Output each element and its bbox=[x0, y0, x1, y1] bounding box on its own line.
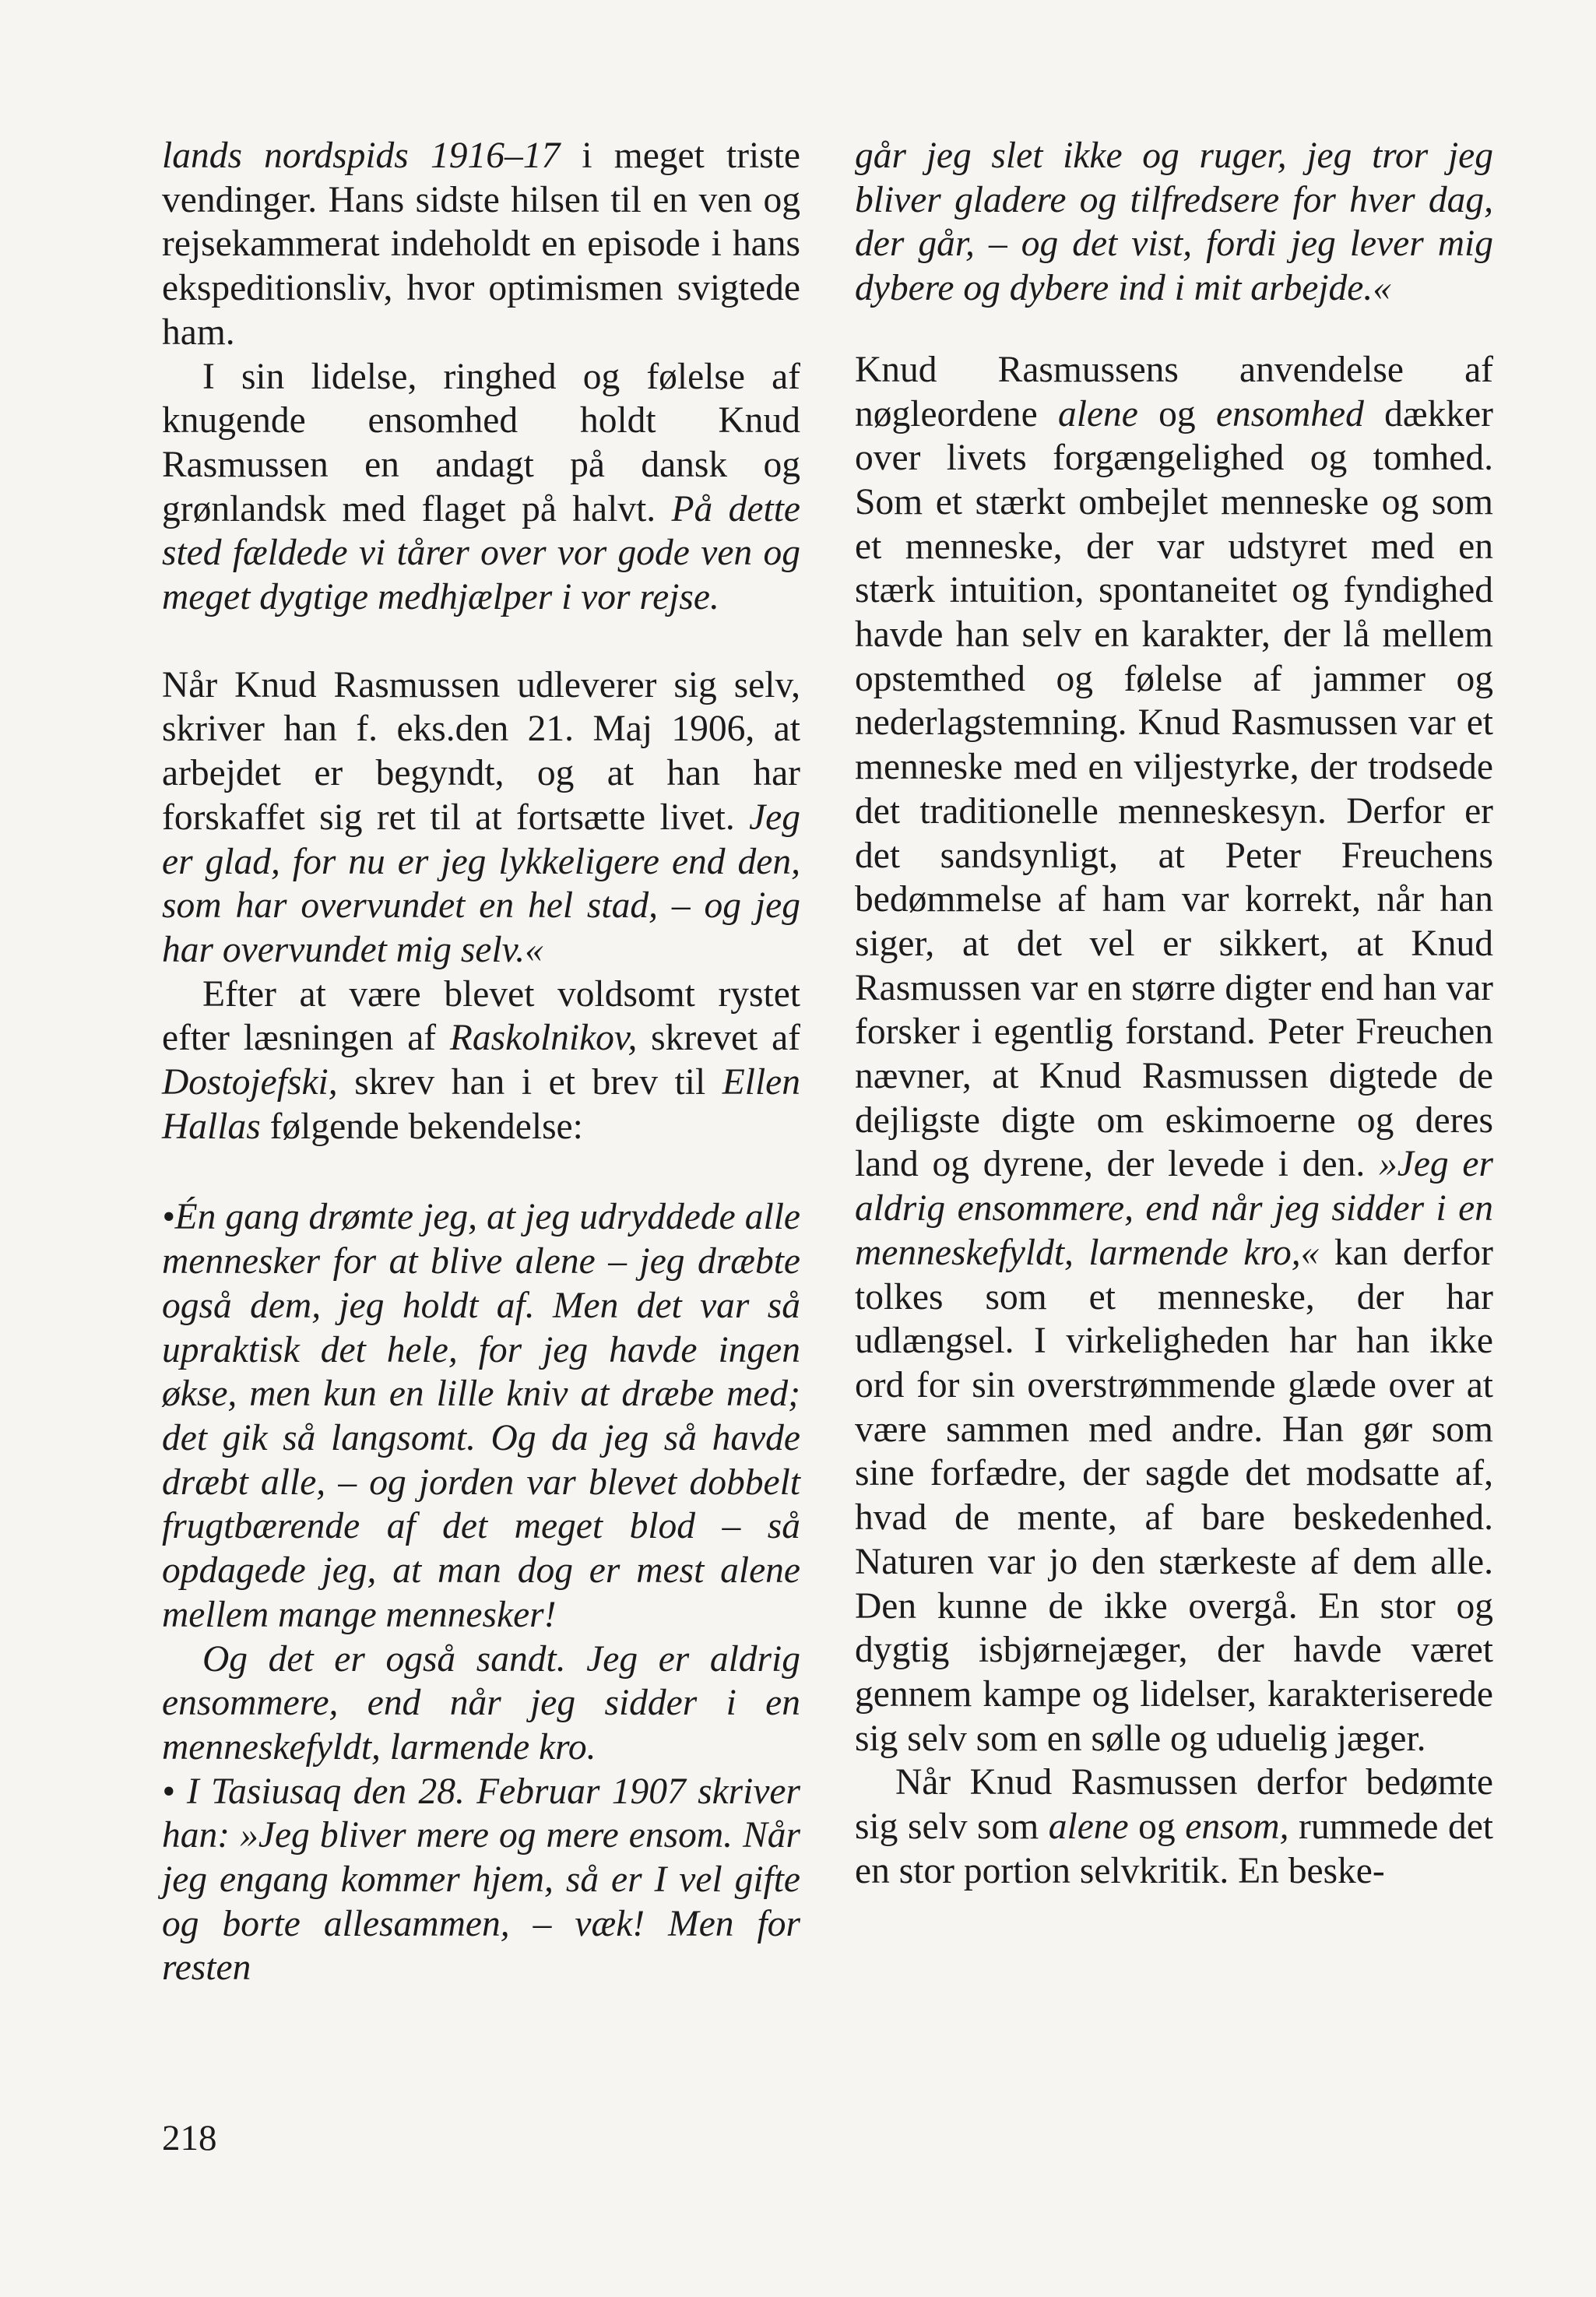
paragraph-text: følgende bekendelse: bbox=[260, 1106, 583, 1147]
paragraph-6 bbox=[855, 1761, 1493, 1893]
paragraph-text: Når Knud Rasmussen udleverer sig selv, skriver han f. eks.den 21. Maj 1906, at arbejdet er begyndt, og at han har forskaffet sig ret til at fortsætte livet. bbox=[162, 664, 800, 838]
paragraph-text: rummede det en stor portion selvkritik. En beske- bbox=[855, 1806, 1493, 1891]
paragraph-text: Knud Rasmussens anvendelse af nøgleordene bbox=[855, 349, 1493, 434]
paragraph-text: Når Knud Rasmussen derfor bedømte sig selv som bbox=[855, 1762, 1493, 1848]
paragraph-text: i meget triste vendinger. Hans sidste hilsen til en ven og rejsekammerat indeholdt en episode i hans ekspeditionsliv, hvor optimismen svigtede ham. bbox=[162, 135, 800, 353]
left-column bbox=[162, 134, 800, 1990]
italic-quote: »Jeg er aldrig ensommere, end når jeg sidder i en menneskefyldt, larmende kro,« bbox=[855, 1144, 1493, 1273]
quote-block-3: • I Tasiusaq den 28. Februar 1907 skriver han: »Jeg bliver mere og mere ensom. Når jeg engang kommer hjem, så er I vel gifte og borte allesammen, – væk! Men for resten bbox=[162, 1771, 800, 1989]
paragraph-2 bbox=[162, 355, 800, 620]
right-column bbox=[855, 134, 1493, 1893]
paragraph-text: og bbox=[1137, 393, 1216, 434]
paragraph-text: skrevet af bbox=[637, 1018, 800, 1059]
quote-block-4: går jeg slet ikke og ruger, jeg tror jeg bliver gladere og tilfredsere for hver dag, der går, – og det vist, fordi jeg lever mig dybere og dybere ind i mit arbejde.« bbox=[855, 135, 1493, 309]
italic-quote: På dette sted fældede vi tårer over vor gode ven og meget dygtige medhjælper i vor rejse. bbox=[162, 488, 800, 618]
paragraph-1 bbox=[162, 134, 800, 355]
recipient-name: Ellen Hallas bbox=[162, 1062, 800, 1147]
paragraph-text: Efter at være blevet voldsomt rystet efter læsningen af bbox=[162, 973, 800, 1059]
book-title: Raskolnikov, bbox=[449, 1018, 638, 1059]
keyword: ensomhed bbox=[1215, 393, 1364, 434]
paragraph-4 bbox=[162, 973, 800, 1149]
italic-phrase: lands nordspids 1916–17 bbox=[162, 135, 561, 176]
paragraph-3 bbox=[162, 663, 800, 973]
quote-block-2: Og det er også sandt. Jeg er aldrig ensommere, end når jeg sidder i en menneskefyldt, larmende kro. bbox=[162, 1638, 800, 1768]
keyword: alene bbox=[1058, 393, 1138, 434]
paragraph-text: dækker over livets forgængelighed og tomhed. Som et stærkt ombejlet menneske og som et menneske, der var udstyret med en stærk intuition, spontaneitet og fyndighed havde han selv en karakter, der lå mellem opstemthed og følelse af jammer og nederlagstemning. Knud Rasmussen var et menneske med en viljestyrke, der trodsede det traditionelle menneskesyn. Derfor er det sandsynligt, at Peter Freuchens bedømmelse af ham var korrekt, når han siger, at det vel er sikkert, at Knud Rasmussen var en større digter end han var forsker i egentlig forstand. Peter Freuchen nævner, at Knud Rasmussen digtede de dejligste digte om eskimoerne og deres land og dyrene, der levede i den. bbox=[855, 393, 1494, 1185]
paragraph-text: skrev han i et brev til bbox=[337, 1062, 722, 1103]
paragraph-text: kan derfor tolkes som et menneske, der har udlængsel. I virkeligheden har han ikke ord for sin overstrømmende glæde over at være sammen med andre. Han gør som sine forfædre, der sagde det modsatte af, hvad de mente, af bare beskedenhed. Naturen var jo den stærkeste af dem alle. Den kunne de ikke overgå. En stor og dygtig isbjørnejæger, der havde været gennem kampe og lidelser, karakteriserede sig selv som en sølle og uduelig jæger. bbox=[855, 1232, 1493, 1759]
italic-quote: Jeg er glad, for nu er jeg lykkeligere end den, som har overvundet en hel stad, – og jeg har overvundet mig selv.« bbox=[162, 797, 800, 970]
author-name: Dostojefski, bbox=[162, 1062, 338, 1103]
keyword: alene bbox=[1048, 1806, 1129, 1848]
page-number: 218 bbox=[162, 2118, 217, 2158]
paragraph-text: og bbox=[1128, 1806, 1186, 1848]
paragraph-5 bbox=[855, 348, 1493, 1761]
paragraph-text: I sin lidelse, ringhed og følelse af knugende ensomhed holdt Knud Rasmussen en andagt på dansk og grønlandsk med flaget på halvt. bbox=[162, 356, 800, 529]
keyword: ensom, bbox=[1185, 1806, 1289, 1848]
quote-block-1: •Én gang drømte jeg, at jeg udryddede alle mennesker for at blive alene – jeg dræbte også dem, jeg holdt af. Men det var så upraktisk det hele, for jeg havde ingen økse, men kun en lille kniv at dræbe med; det gik så langsomt. Og da jeg så havde dræbt alle, – og jorden var blevet dobbelt frugtbærende af det meget blod – så opdagede jeg, at man dog er mest alene mellem mange mennesker! bbox=[162, 1197, 800, 1635]
